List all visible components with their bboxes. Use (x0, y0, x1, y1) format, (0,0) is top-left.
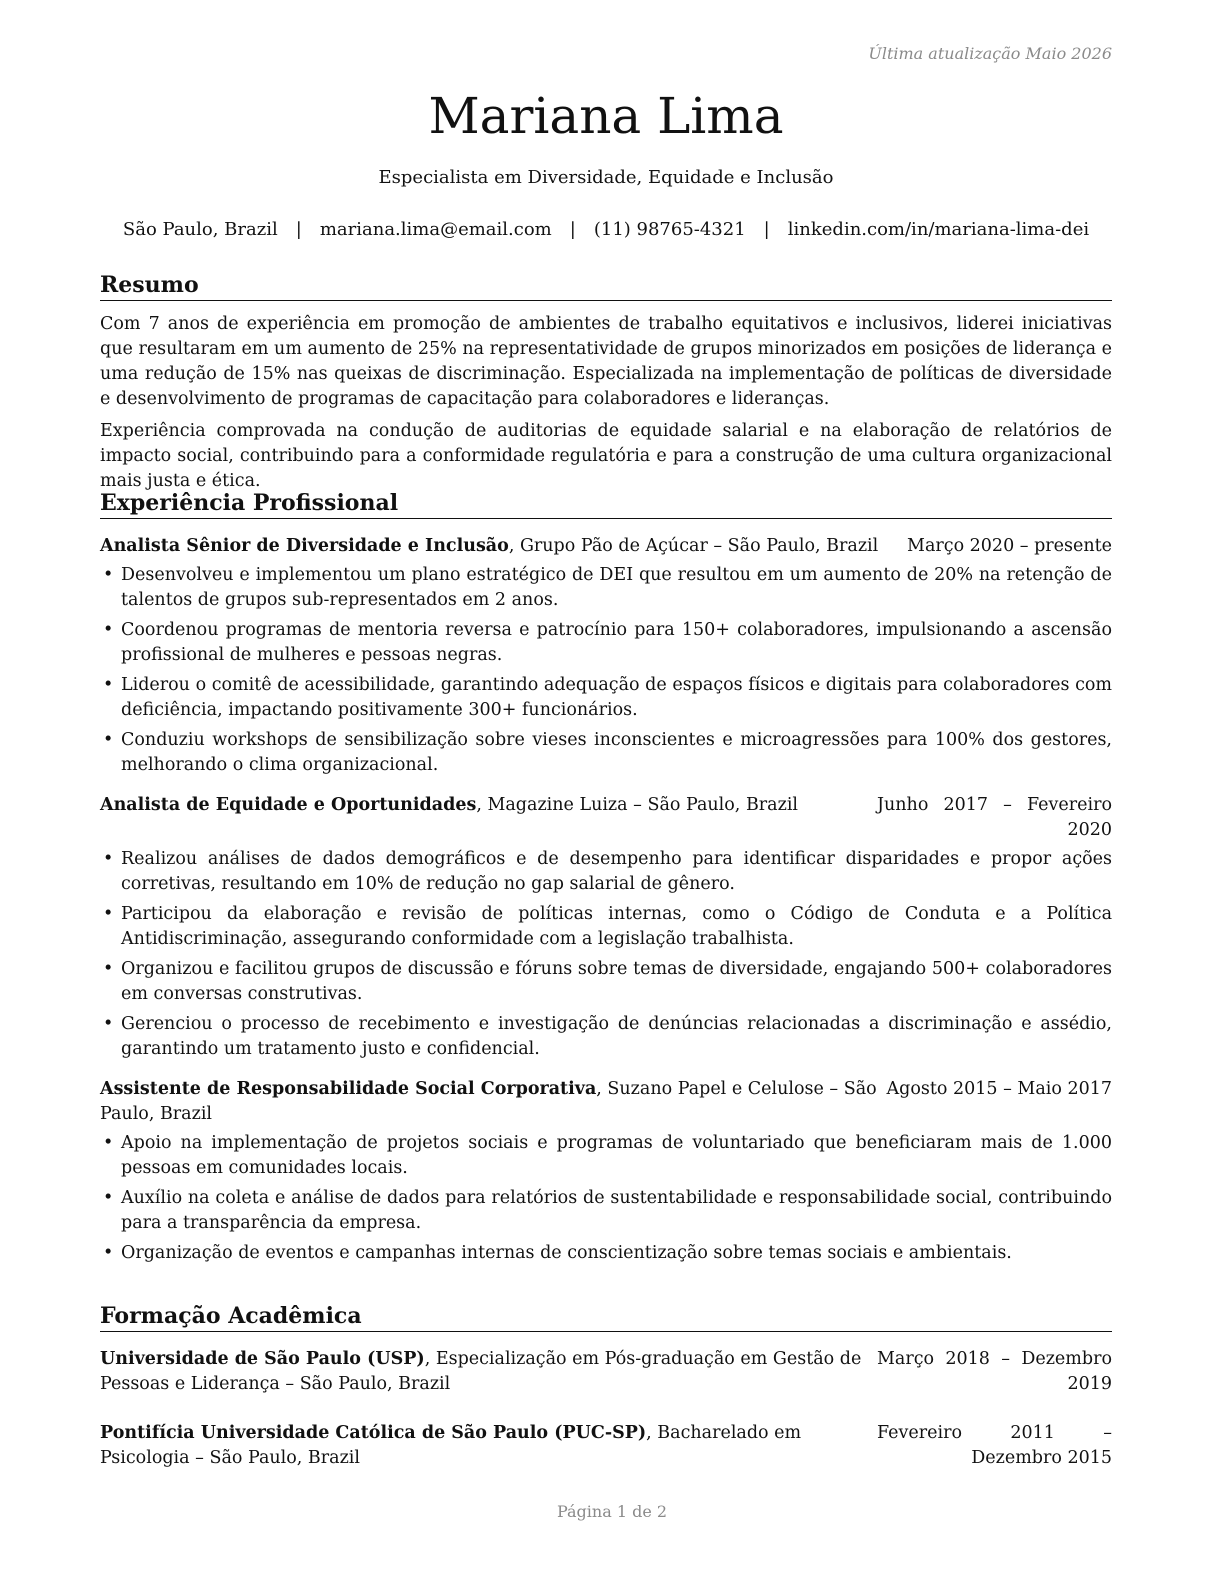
job-header (100, 534, 1112, 559)
contact-linkedin[interactable]: linkedin.com/in/mariana-lima-dei (787, 219, 1090, 240)
contact-separator: | (763, 219, 770, 240)
job-role: Assistente de Responsabilidade Social Corporativa (100, 1079, 597, 1100)
education-institution: Universidade de São Paulo (USP) (100, 1349, 425, 1370)
education-dates: Fevereiro 2011 – Dezembro 2015 (877, 1423, 1112, 1469)
section-title: Experiência Profissional (100, 490, 1112, 519)
job-header (100, 793, 1112, 841)
candidate-name: Mariana Lima (428, 87, 784, 145)
list-item: • Desenvolveu e implementou um plano estratégico de DEI que resultou em um aumento de 20% na retenção de talentos de grupos sub-representados em 2 anos. (100, 563, 1112, 613)
contact-line (100, 219, 1112, 240)
job-company: , Suzano Papel e Celulose – São Paulo, Brazil (100, 1079, 877, 1125)
summary-section (100, 272, 1112, 494)
list-item: • Coordenou programas de mentoria reversa e patrocínio para 150+ colaboradores, impulsionando a ascensão profissional de mulheres e pessoas negras. (100, 618, 1112, 668)
list-item: • Gerenciou o processo de recebimento e investigação de denúncias relacionadas a discriminação e assédio, garantindo um tratamento justo e confidencial. (100, 1012, 1112, 1062)
job-company: , Magazine Luiza – São Paulo, Brazil (476, 795, 799, 816)
job-entry (100, 793, 1112, 1062)
headline: Especialista em Diversidade, Equidade e Inclusão (378, 167, 834, 188)
education-entry (100, 1347, 1112, 1397)
job-role: Analista de Equidade e Oportunidades (100, 795, 477, 816)
section-title: Formação Acadêmica (100, 1303, 1112, 1332)
list-item: • Conduziu workshops de sensibilização sobre vieses inconscientes e microagressões para 100% dos gestores, melhorando o clima organizacional. (100, 728, 1112, 778)
list-item: • Realizou análises de dados demográficos e de desempenho para identificar disparidades e propor ações corretivas, resultando em 10% de redução no gap salarial de gênero. (100, 847, 1112, 897)
education-entry (100, 1421, 1112, 1471)
list-item: • Participou da elaboração e revisão de políticas internas, como o Código de Conduta e a Política Antidiscriminação, assegurando conformidade com a legislação trabalhista. (100, 902, 1112, 952)
last-updated: Última atualização Maio 2026 (868, 44, 1112, 63)
job-bullets (100, 563, 1112, 778)
list-item: • Organizou e facilitou grupos de discussão e fóruns sobre temas de diversidade, engajando 500+ colaboradores em conversas construtivas. (100, 957, 1112, 1007)
contact-phone[interactable]: (11) 98765-4321 (593, 219, 746, 240)
education-degree: , Especialização em Pós-graduação em Gestão de Pessoas e Liderança – São Paulo, Brazil (100, 1349, 862, 1395)
job-company: , Grupo Pão de Açúcar – São Paulo, Brazil (508, 536, 879, 557)
list-item: • Organização de eventos e campanhas internas de conscientização sobre temas sociais e ambientais. (100, 1241, 1112, 1266)
education-institution: Pontifícia Universidade Católica de São Paulo (PUC-SP) (100, 1423, 647, 1444)
education-section (100, 1303, 1112, 1471)
contact-email[interactable]: mariana.lima@email.com (319, 219, 552, 240)
job-dates: Junho 2017 – Fevereiro 2020 (877, 795, 1112, 841)
job-bullets (100, 1131, 1112, 1266)
list-item: • Auxílio na coleta e análise de dados para relatórios de sustentabilidade e responsabilidade social, contribuindo para a transparência da empresa. (100, 1186, 1112, 1236)
job-entry (100, 1077, 1112, 1266)
education-degree: , Bacharelado em Psicologia – São Paulo, Brazil (100, 1423, 802, 1469)
summary-paragraph: Experiência comprovada na condução de auditorias de equidade salarial e na elaboração de relatórios de impacto social, contribuindo para a conformidade regulatória e para a construção de uma cultura organizacional mais justa e ética. (100, 421, 1112, 492)
contact-separator: | (295, 219, 302, 240)
section-title: Resumo (100, 272, 1112, 301)
summary-paragraph: Com 7 anos de experiência em promoção de ambientes de trabalho equitativos e inclusivos, liderei iniciativas que resultaram em um aumento de 25% na representatividade de grupos minorizados em posições de liderança e uma redução de 15% nas queixas de discriminação. Especializada na implementação de políticas de diversidade e desenvolvimento de programas de capacitação para colaboradores e lideranças. (100, 314, 1112, 410)
job-role: Analista Sênior de Diversidade e Inclusão (100, 536, 509, 557)
contact-separator: | (569, 219, 576, 240)
job-bullets (100, 847, 1112, 1062)
list-item: • Liderou o comitê de acessibilidade, garantindo adequação de espaços físicos e digitais para colaboradores com deficiência, impactando positivamente 300+ funcionários. (100, 673, 1112, 723)
page-number: Página 1 de 2 (556, 1502, 668, 1521)
job-header (100, 1077, 1112, 1127)
education-dates: Março 2018 – Dezembro 2019 (877, 1349, 1112, 1395)
contact-location: São Paulo, Brazil (122, 219, 278, 240)
job-entry (100, 534, 1112, 778)
job-dates: Março 2020 – presente (907, 536, 1112, 557)
list-item: • Apoio na implementação de projetos sociais e programas de voluntariado que beneficiaram mais de 1.000 pessoas em comunidades locais. (100, 1131, 1112, 1181)
job-dates: Agosto 2015 – Maio 2017 (886, 1079, 1112, 1100)
experience-section (100, 490, 1112, 1271)
